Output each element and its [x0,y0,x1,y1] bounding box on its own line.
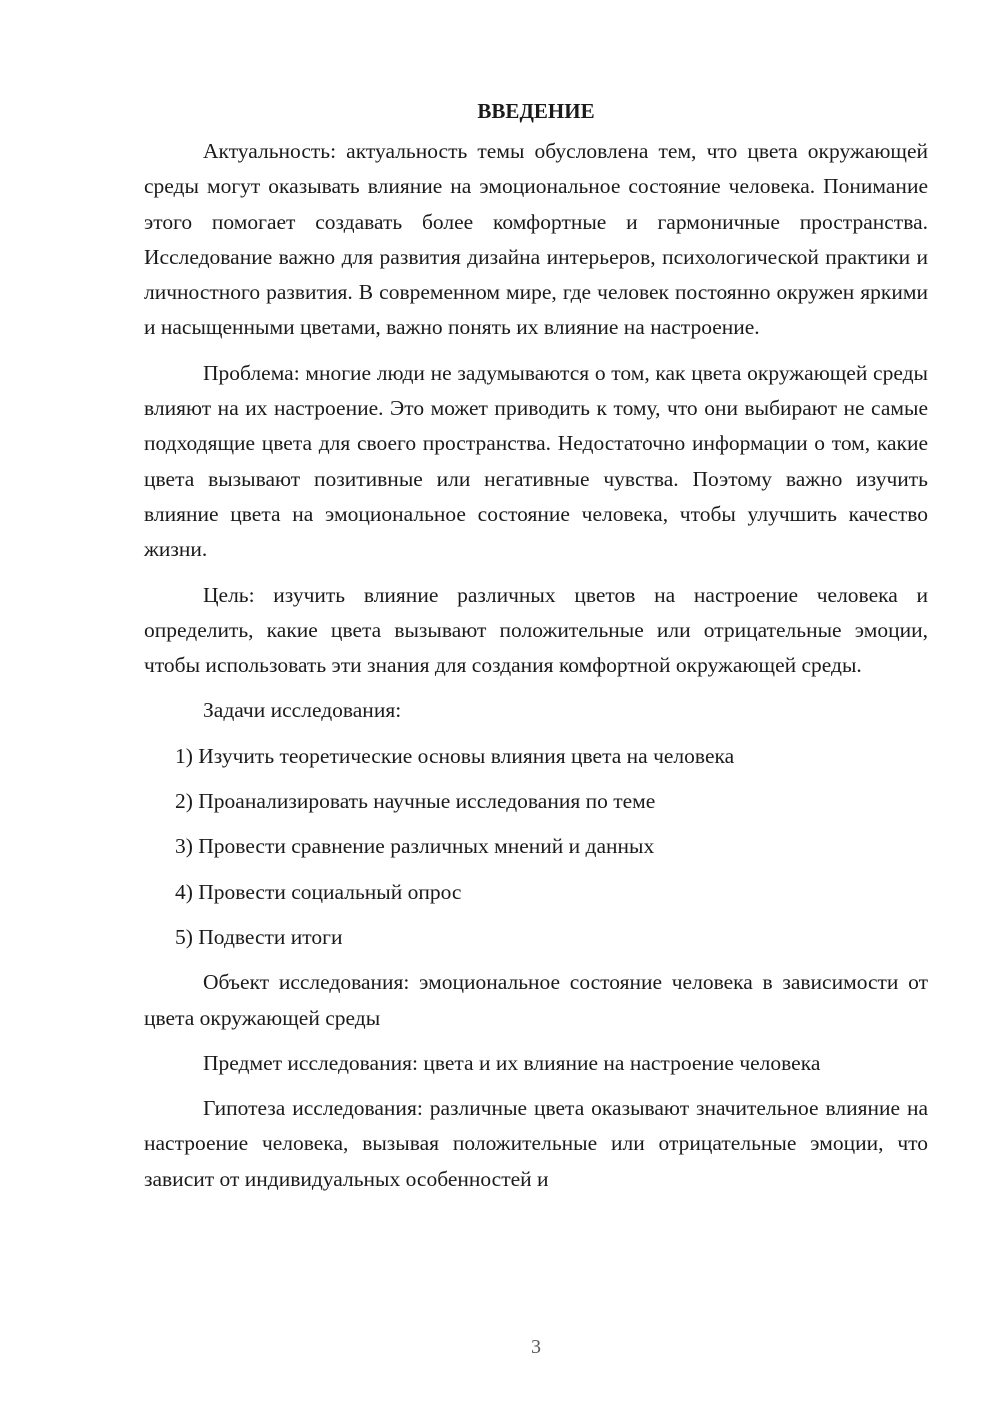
tasks-list [144,739,928,955]
page-number: 3 [531,1336,541,1358]
task-item: 4) Провести социальный опрос [175,879,462,904]
hypothesis-paragraph: Гипотеза исследования: различные цвета оказывают значительное влияние на настроение человека, вызывая положительные или отрицательные эмоции, что зависит от индивидуальных особенностей и [144,1096,928,1191]
page-title: ВВЕДЕНИЕ [477,99,595,123]
subject-paragraph: Предмет исследования: цвета и их влияние на настроение человека [203,1050,821,1075]
task-item: 2) Проанализировать научные исследования по теме [175,789,656,814]
goal-paragraph: Цель: изучить влияние различных цветов на настроение человека и определить, какие цвета вызывают положительные или отрицательные эмоции, чтобы использовать эти знания для создания комфортной окружающей среды. [144,582,928,678]
document-page [144,96,928,1207]
task-item: 3) Провести сравнение различных мнений и данных [175,834,655,859]
object-paragraph: Объект исследования: эмоциональное состояние человека в зависимости от цвета окружающей среды [144,970,928,1030]
problem-paragraph: Проблема: многие люди не задумываются о том, как цвета окружающей среды влияют на их настроение. Это может приводить к тому, что они выбирают не самые подходящие цвета для своего пространства. Недостаточно информации о том, какие цвета вызывают позитивные или негативные чувства. Поэтому важно изучить влияние цвета на эмоциональное состояние человека, чтобы улучшить качество жизни. [144,360,928,562]
task-item: 1) Изучить теоретические основы влияния цвета на человека [175,743,735,768]
tasks-heading: Задачи исследования: [203,698,402,723]
relevance-paragraph: Актуальность: актуальность темы обусловлена тем, что цвета окружающей среды могут оказывать влияние на эмоциональное состояние человека. Понимание этого помогает создавать более комфортные и гармоничные пространства. Исследование важно для развития дизайна интерьеров, психологической практики и личностного развития. В современном мире, где человек постоянно окружен яркими и насыщенными цветами, важно понять их влияние на настроение. [144,139,928,340]
task-item: 5) Подвести итоги [175,924,343,949]
